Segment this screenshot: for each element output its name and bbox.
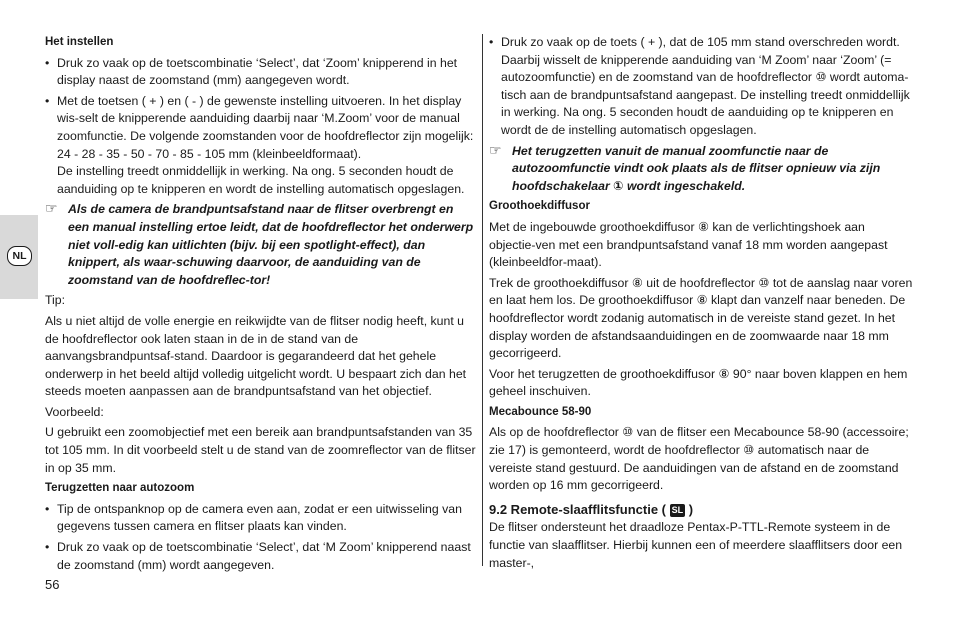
heading-het-instellen: Het instellen bbox=[45, 36, 114, 48]
bullet-item bbox=[45, 55, 477, 90]
tip-label: Tip: bbox=[45, 293, 66, 308]
note-text: Als de camera de brandpuntsafstand naar de flitser overbrengt en een manual instelling ertoe leidt, dat de hoofdreflector het onderwerp niet voll-edig kan uitlichten (bijv. bij een spotlight-effect), dan knippert, als waar-schuwing daarvoor, de aanduiding van de zoomstand van de hoofdreflec-tor! bbox=[68, 202, 474, 287]
section-title-text: 9.2 Remote-slaafflitsfunctie ( bbox=[489, 501, 666, 517]
bullet-text: Met de toetsen ( + ) en ( - ) de gewenste instelling uitvoeren. In het display wis-selt de knipperende aanduiding daarbij naar ‘M.Zoom’ voor de manual zoomfunctie. De volgende zoomstanden voor de hoofdreflector zijn mogelijk: 24 - 28 - 35 - 50 - 70 - 85 - 105 mm (kleinbeeldformaat). bbox=[57, 93, 474, 161]
bullet-item bbox=[45, 501, 477, 536]
heading-terugzetten: Terugzetten naar autozoom bbox=[45, 482, 195, 495]
bullet-item bbox=[45, 93, 477, 199]
bullet-item bbox=[489, 34, 913, 140]
bullet-item bbox=[45, 539, 477, 574]
left-column bbox=[45, 34, 477, 577]
paragraph: De flitser ondersteunt het draadloze Pentax-P-TTL-Remote systeem in de functie van slaafflitser. Hierbij kunnen een of meerdere slaafflitsers door een master-, bbox=[489, 520, 903, 570]
pointing-hand-icon: ☞ bbox=[45, 200, 58, 217]
heading-groothoekdiffusor: Groothoekdiffusor bbox=[489, 200, 590, 213]
sl-badge-icon: SL bbox=[671, 504, 684, 515]
info-note bbox=[489, 143, 913, 196]
section-title-close: ) bbox=[688, 501, 694, 517]
warning-note bbox=[45, 201, 477, 289]
bullet-text: Tip de ontspanknop op de camera even aan, zodat er een uitwisseling van gegevens tussen camera en flitser plaats kan vinden. bbox=[57, 501, 462, 534]
bullet-text: Druk zo vaak op de toetscombinatie ‘Select’, dat ‘M Zoom’ knipperend naast de zoomstand (mm) wordt aangegeven. bbox=[57, 540, 471, 572]
bullet-dot-icon: • bbox=[45, 55, 50, 70]
note-text: Het terugzetten vanuit de manual zoomfunctie naar de autozoomfunctie vindt ook plaats als de flitser opnieuw via zijn hoofdschakelaar ① wordt ingeschakeld. bbox=[512, 143, 881, 193]
bullet-text-continued: De instelling treedt onmiddellijk in werking. Na ong. 5 seconden houdt de aanduiding op te knipperen en wordt de instelling automatisch opgeslagen. bbox=[57, 164, 465, 196]
paragraph: Met de ingebouwde groothoekdiffusor ⑧ kan de verlichtingshoek aan objectie-ven met een brandpuntsafstand vanaf 18 mm worden aangepast (kleinbeeldfor-maat). bbox=[489, 219, 888, 270]
column-divider bbox=[482, 34, 483, 566]
page-number: 56 bbox=[45, 577, 60, 592]
section-title bbox=[489, 501, 913, 519]
bullet-dot-icon: • bbox=[45, 540, 50, 555]
example-text: U gebruikt een zoomobjectief met een bereik aan brandpuntsafstanden van 35 tot 105 mm. In dit voorbeeld stelt u de stand van de zoomreflector van de flitser in op 35 mm. bbox=[45, 425, 476, 475]
example-label: Voorbeeld: bbox=[45, 404, 104, 419]
right-column bbox=[489, 34, 913, 575]
bullet-dot-icon: • bbox=[45, 501, 50, 516]
language-side-tab bbox=[0, 215, 38, 299]
language-badge: NL bbox=[7, 246, 32, 266]
bullet-dot-icon: • bbox=[489, 35, 494, 49]
bullet-text: Druk zo vaak op de toetscombinatie ‘Select’, dat ‘Zoom’ knipperend in het display naast de zoomstand (mm) aangegeven wordt. bbox=[57, 55, 458, 88]
heading-mecabounce: Mecabounce 58-90 bbox=[489, 405, 592, 418]
paragraph: Trek de groothoekdiffusor ⑧ uit de hoofdreflector ⑩ tot de aanslag naar voren en laat hem los. De groothoekdiffusor ⑧ klapt dan vanzelf naar beneden. De hoofdreflector wordt zodanig automatisch in de vereiste stand gezet. In het display worden de afstandsaanduidingen en de zoomwaarde naar 18 mm gecorrigeerd. bbox=[489, 275, 913, 361]
bullet-dot-icon: • bbox=[45, 93, 50, 108]
tip-text: Als u niet altijd de volle energie en reikwijdte van de flitser nodig heeft, kunt u de hoofdreflector ook laten staan in de in de stand van de aanvangsbrandpuntsaf-stand. Daardoor is gegarandeerd dat het gehele onderwerp in het beeld altijd volledig uitgelicht wordt. U bespaart zich dan het steeds moeten aanpassen aan de brandpuntsafstand van het objectief. bbox=[45, 313, 467, 399]
paragraph: Als op de hoofdreflector ⑩ van de flitser een Mecabounce 58-90 (accessoire; zie 17) is gemonteerd, wordt de hoofdreflector ⑩ automatisch naar de vereiste stand gestuurd. De aanduidingen van de afstand en de zoomstand worden op 16 mm gecorrigeerd. bbox=[489, 425, 909, 493]
paragraph: Voor het terugzetten de groothoekdiffusor ⑧ 90° naar boven klappen en hem geheel inschuiven. bbox=[489, 366, 908, 399]
bullet-text: Druk zo vaak op de toets ( + ), dat de 105 mm stand overschreden wordt. Daarbij wisselt de knipperende aanduiding van ‘M Zoom’ naar ‘Zoom’ (= autozoomfunctie) en de zoomstand van de hoofdreflector ⑩ wordt automa-tisch aan de brandpuntsafstand aangepast. De instelling treedt onmiddellijk in werking. Na ong. 5 seconden houdt de aanduiding op te knipperen en wordt de de instelling automatisch opgeslagen. bbox=[501, 35, 910, 137]
pointing-hand-icon: ☞ bbox=[489, 141, 502, 158]
